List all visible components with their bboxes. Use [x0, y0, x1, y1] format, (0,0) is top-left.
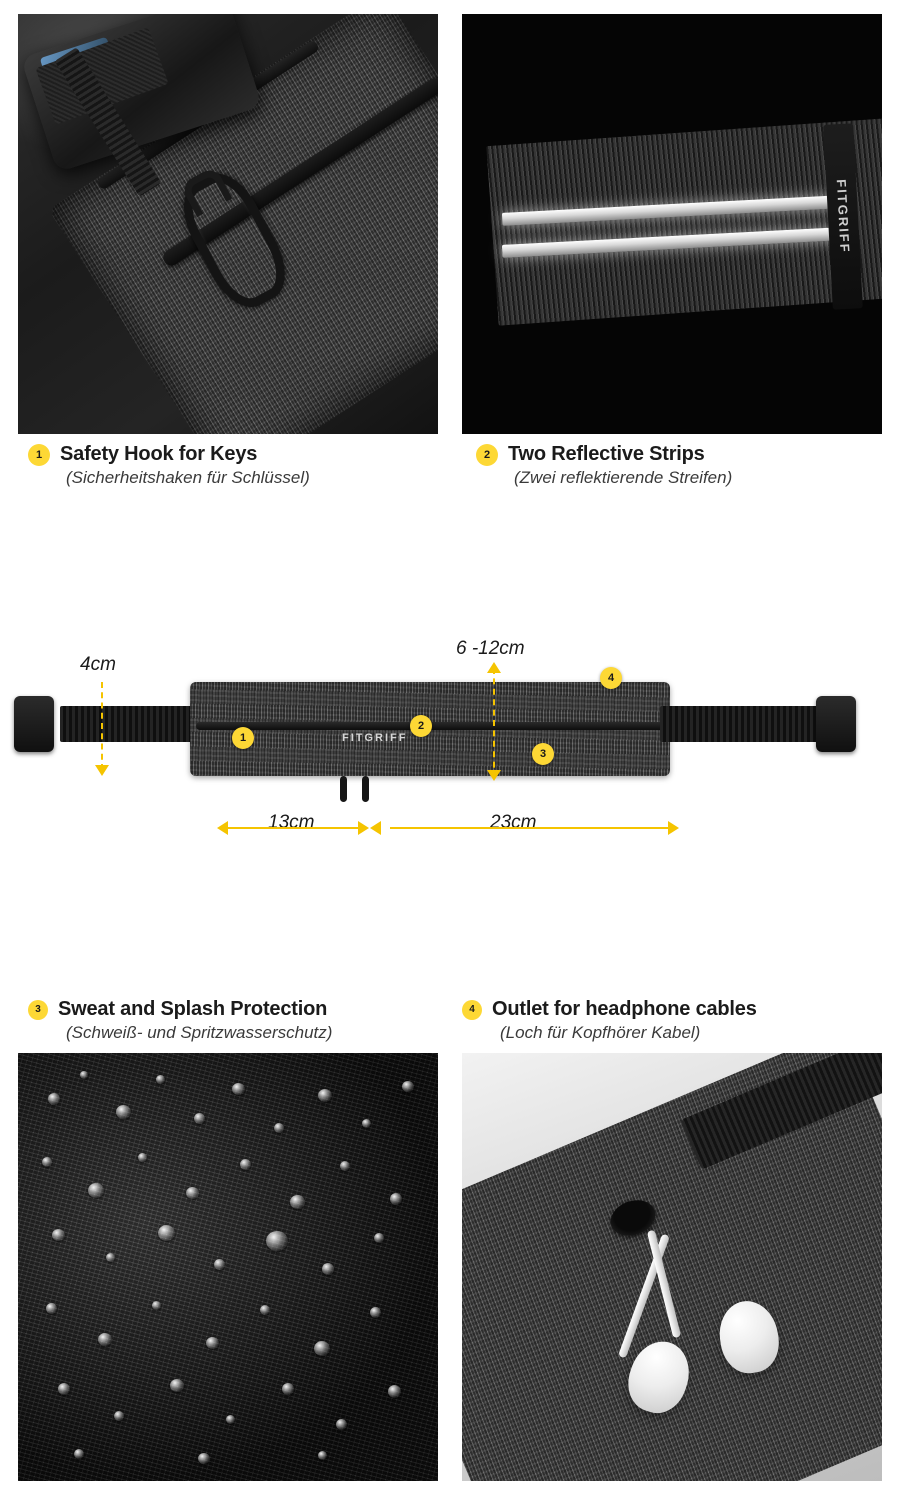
- diagram-marker-1: 1: [232, 727, 254, 749]
- belt-dimension-diagram: [0, 610, 900, 870]
- diagram-marker-2: 2: [410, 715, 432, 737]
- caption-feature-2: [476, 443, 900, 488]
- badge-number-3: 3: [28, 1000, 48, 1020]
- feature-title-1: Safety Hook for Keys: [60, 443, 258, 465]
- feature-subtitle-1: (Sicherheitshaken für Schlüssel): [66, 468, 310, 487]
- feature-title-4: Outlet for headphone cables: [492, 998, 757, 1020]
- photo-headphone-outlet: [462, 1053, 882, 1481]
- photo-reflective-strips: [462, 14, 882, 434]
- dimension-line-strap-height: [101, 682, 103, 770]
- photo-water-droplets: [18, 1053, 438, 1481]
- feature-title-3: Sweat and Splash Protection: [58, 998, 328, 1020]
- buckle-right: [816, 696, 856, 752]
- badge-number-1: 1: [28, 444, 50, 466]
- dimension-line-small-pocket: [228, 827, 358, 829]
- feature-title-2: Two Reflective Strips: [508, 443, 705, 465]
- arrow-left-small-pocket: [217, 821, 228, 835]
- zipper-pull-a: [340, 776, 347, 802]
- feature-subtitle-4: (Loch für Kopfhörer Kabel): [500, 1023, 701, 1042]
- dimension-label-strap-height: 4cm: [80, 654, 116, 675]
- feature-subtitle-3: (Schweiß- und Spritzwasserschutz): [66, 1023, 333, 1042]
- badge-number-4: 4: [462, 1000, 482, 1020]
- dimension-label-small-pocket: 13cm: [268, 812, 315, 833]
- photo-safety-hook: [18, 14, 438, 434]
- arrow-right-small-pocket: [358, 821, 369, 835]
- diagram-marker-3: 3: [532, 743, 554, 765]
- strap-right: [660, 706, 820, 742]
- caption-feature-1: [28, 443, 458, 488]
- arrow-left-large-pocket: [370, 821, 381, 835]
- dimension-line-large-pocket: [390, 827, 668, 829]
- arrow-up-pocket-depth: [487, 662, 501, 673]
- strap-left: [60, 706, 200, 742]
- belt-logo: FITGRIFF: [342, 732, 408, 744]
- diagram-marker-4: 4: [600, 667, 622, 689]
- arrow-down-strap-height: [95, 765, 109, 776]
- badge-number-2: 2: [476, 444, 498, 466]
- brand-tag-label: FITGRIFF: [833, 178, 853, 255]
- caption-feature-4: [462, 998, 892, 1043]
- arrow-down-pocket-depth: [487, 770, 501, 781]
- caption-feature-3: [28, 998, 458, 1043]
- zipper-pull-b: [362, 776, 369, 802]
- buckle-left: [14, 696, 54, 752]
- arrow-right-large-pocket: [668, 821, 679, 835]
- dimension-line-pocket-depth: [493, 668, 495, 778]
- feature-subtitle-2: (Zwei reflektierende Streifen): [514, 468, 733, 487]
- dimension-label-pocket-depth: 6 -12cm: [456, 638, 525, 659]
- dimension-label-large-pocket: 23cm: [490, 812, 537, 833]
